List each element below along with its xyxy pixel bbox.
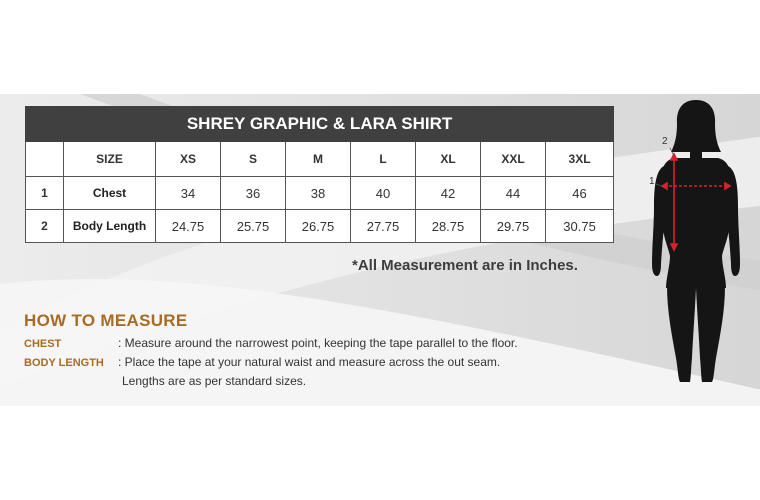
row-label-chest: Chest [64, 177, 156, 210]
figure-marker-1: 1 [649, 176, 655, 187]
body-length-instruction-2: Lengths are as per standard sizes. [122, 374, 307, 388]
table-cell: 42 [416, 177, 481, 210]
chest-instruction: : Measure around the narrowest point, keeping the tape parallel to the floor. [118, 336, 518, 350]
table-cell: 26.75 [286, 210, 351, 243]
table-cell: 38 [286, 177, 351, 210]
table-cell: 28.75 [416, 210, 481, 243]
size-header-cell: M [286, 142, 351, 177]
figure-marker-2: 2 [662, 136, 668, 147]
chest-label: CHEST [24, 338, 62, 350]
table-cell: 40 [351, 177, 416, 210]
row-index: 1 [26, 177, 64, 210]
table-header-row [26, 142, 614, 177]
row-index: 2 [26, 210, 64, 243]
size-header-cell: XL [416, 142, 481, 177]
size-header-cell: XS [156, 142, 221, 177]
table-row [26, 177, 614, 210]
size-header-cell: L [351, 142, 416, 177]
female-silhouette-icon [640, 96, 750, 386]
table-cell: 44 [481, 177, 546, 210]
measurement-note: *All Measurement are in Inches. [352, 257, 578, 274]
header-size-label: SIZE [64, 142, 156, 177]
table-cell: 25.75 [221, 210, 286, 243]
body-length-instruction: : Place the tape at your natural waist and measure across the out seam. [118, 355, 501, 369]
table-cell: 46 [546, 177, 614, 210]
row-label-body-length: Body Length [64, 210, 156, 243]
body-figure [640, 96, 750, 391]
table-cell: 36 [221, 177, 286, 210]
table-cell: 24.75 [156, 210, 221, 243]
how-to-measure-title: HOW TO MEASURE [24, 311, 188, 330]
table-title: SHREY GRAPHIC & LARA SHIRT [26, 107, 614, 142]
body-length-label: BODY LENGTH [24, 357, 104, 369]
size-header-cell: S [221, 142, 286, 177]
table-cell: 27.75 [351, 210, 416, 243]
table-cell: 30.75 [546, 210, 614, 243]
table-cell: 34 [156, 177, 221, 210]
size-header-cell: XXL [481, 142, 546, 177]
table-cell: 29.75 [481, 210, 546, 243]
size-chart-table [25, 106, 614, 243]
table-row [26, 210, 614, 243]
header-corner-cell [26, 142, 64, 177]
size-header-cell: 3XL [546, 142, 614, 177]
